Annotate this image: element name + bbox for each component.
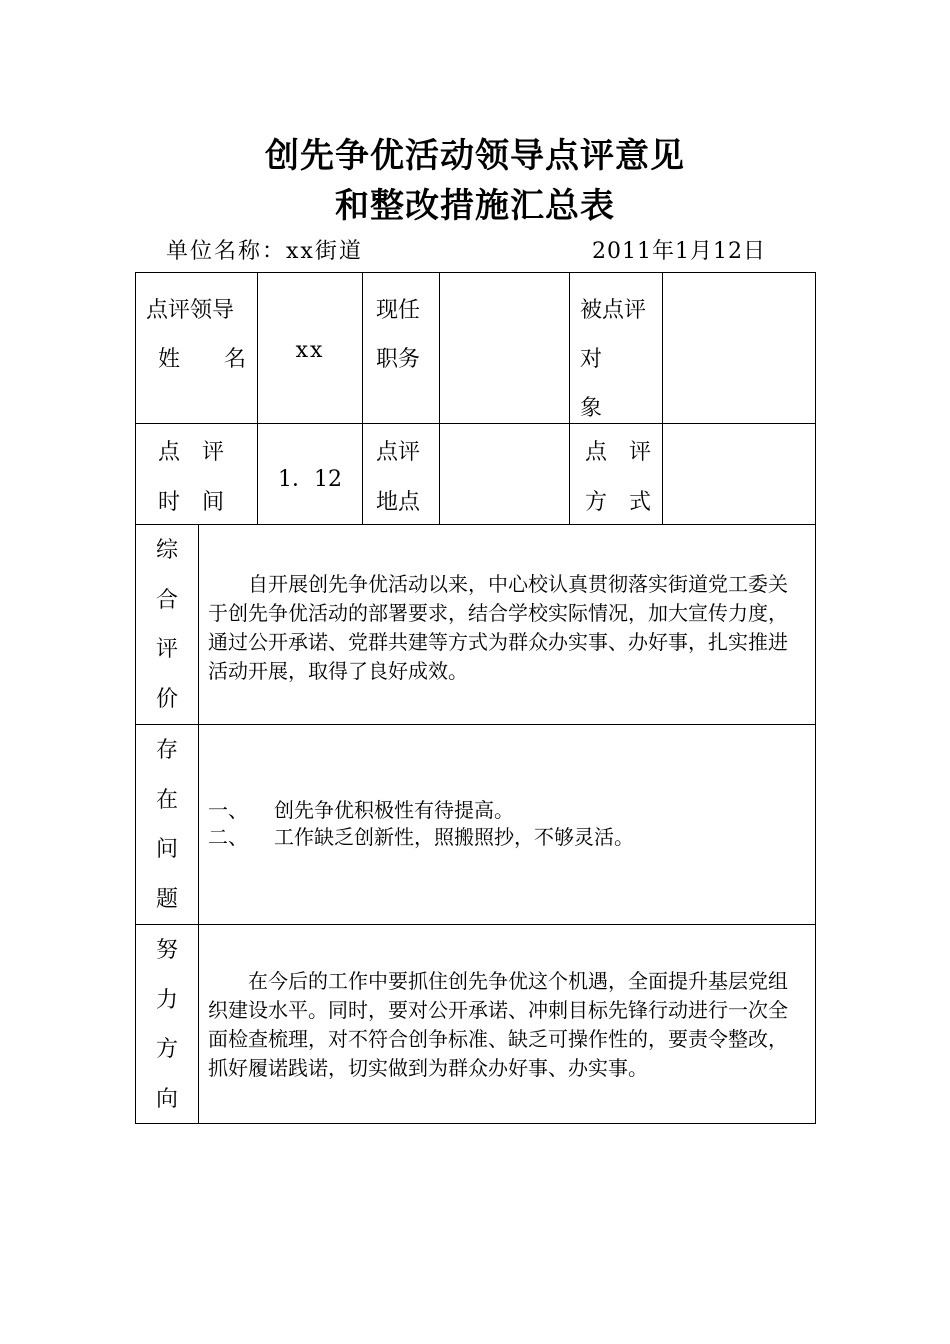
list-item-number: 二、	[208, 825, 248, 849]
target-label	[580, 286, 646, 433]
list-item-number: 一、	[208, 798, 248, 822]
table-border-top	[135, 272, 816, 273]
target-label-line-3: 象	[580, 396, 603, 421]
evaluation-label-char: 合	[155, 587, 178, 613]
problems-label-char: 存	[155, 738, 178, 763]
position-label-line-2: 职务	[376, 347, 421, 372]
table-divider	[135, 724, 816, 725]
list-item	[208, 797, 807, 824]
problems-label	[137, 726, 197, 924]
target-label-line-1: 被点评	[580, 298, 647, 323]
position-label-line-1: 现任	[376, 298, 421, 323]
method-label-line-1: 点 评	[585, 440, 652, 465]
document-title-line-1: 创先争优活动领导点评意见	[265, 136, 685, 176]
document-title-line-2: 和整改措施汇总表	[335, 186, 615, 226]
table-border-bottom	[135, 1123, 816, 1124]
table-divider	[362, 272, 363, 524]
review-time-label	[158, 428, 224, 528]
problems-label-char: 问	[155, 837, 178, 862]
list-item	[208, 824, 807, 851]
table-divider	[198, 524, 199, 1124]
leader-label-line-1: 点评领导	[146, 298, 235, 323]
table-divider	[135, 924, 816, 925]
unit-name: 单位名称：xx街道	[166, 239, 363, 264]
place-label-line-1: 点评	[376, 440, 421, 465]
evaluation-label-char: 价	[155, 686, 178, 712]
evaluation-label-char: 综	[155, 538, 178, 563]
evaluation-label-char: 评	[155, 637, 178, 662]
table-divider	[135, 524, 816, 525]
problems-label-char: 题	[155, 886, 178, 912]
method-label-line-2: 方 式	[585, 490, 652, 515]
table-divider	[439, 272, 440, 524]
problems-label-char: 在	[155, 787, 178, 813]
time-label-line-2: 时 间	[158, 490, 225, 515]
table-border-left	[135, 272, 136, 1124]
document-date: 2011年1月12日	[592, 239, 766, 264]
review-place-label	[376, 428, 420, 528]
review-method-label	[585, 428, 651, 528]
table-divider	[662, 272, 663, 524]
list-item-text: 创先争优积极性有待提高。	[274, 798, 514, 822]
direction-label-char: 力	[155, 987, 178, 1013]
table-divider	[569, 272, 570, 524]
evaluation-label	[137, 526, 197, 724]
problems-list	[208, 797, 807, 851]
table-divider	[135, 423, 816, 424]
table-border-right	[815, 272, 816, 1124]
evaluation-text: 自开展创先争优活动以来，中心校认真贯彻落实街道党工委关于创先争优活动的部署要求，结合学校实际情况，加大宣传力度，通过公开承诺、党群共建等方式为群众办实事、办好事，扎实推进活动开展，取得了良好成效。	[208, 572, 788, 683]
review-time-value: 1．12	[278, 467, 342, 492]
target-label-line-2: 对	[580, 347, 603, 372]
direction-text: 在今后的工作中要抓住创先争优这个机遇，全面提升基层党组织建设水平。同时，要对公开承诺、冲刺目标先锋行动进行一次全面检查梳理，对不符合创争标准、缺乏可操作性的，要责令整改，抓好履诺践诺，切实做到为群众办好事、办实事。	[208, 969, 788, 1080]
list-item-text: 工作缺乏创新性，照搬照抄，不够灵活。	[274, 825, 634, 849]
direction-label-char: 方	[155, 1037, 178, 1062]
leader-name-value: xx	[295, 338, 325, 363]
direction-label-char: 向	[155, 1086, 178, 1112]
position-label	[376, 286, 420, 384]
leader-label-line-2: 姓 名	[158, 347, 247, 372]
direction-label-char: 努	[155, 938, 178, 963]
leader-name-label	[146, 286, 250, 384]
place-label-line-2: 地点	[376, 490, 421, 515]
direction-label	[137, 926, 197, 1124]
time-label-line-1: 点 评	[158, 440, 225, 465]
